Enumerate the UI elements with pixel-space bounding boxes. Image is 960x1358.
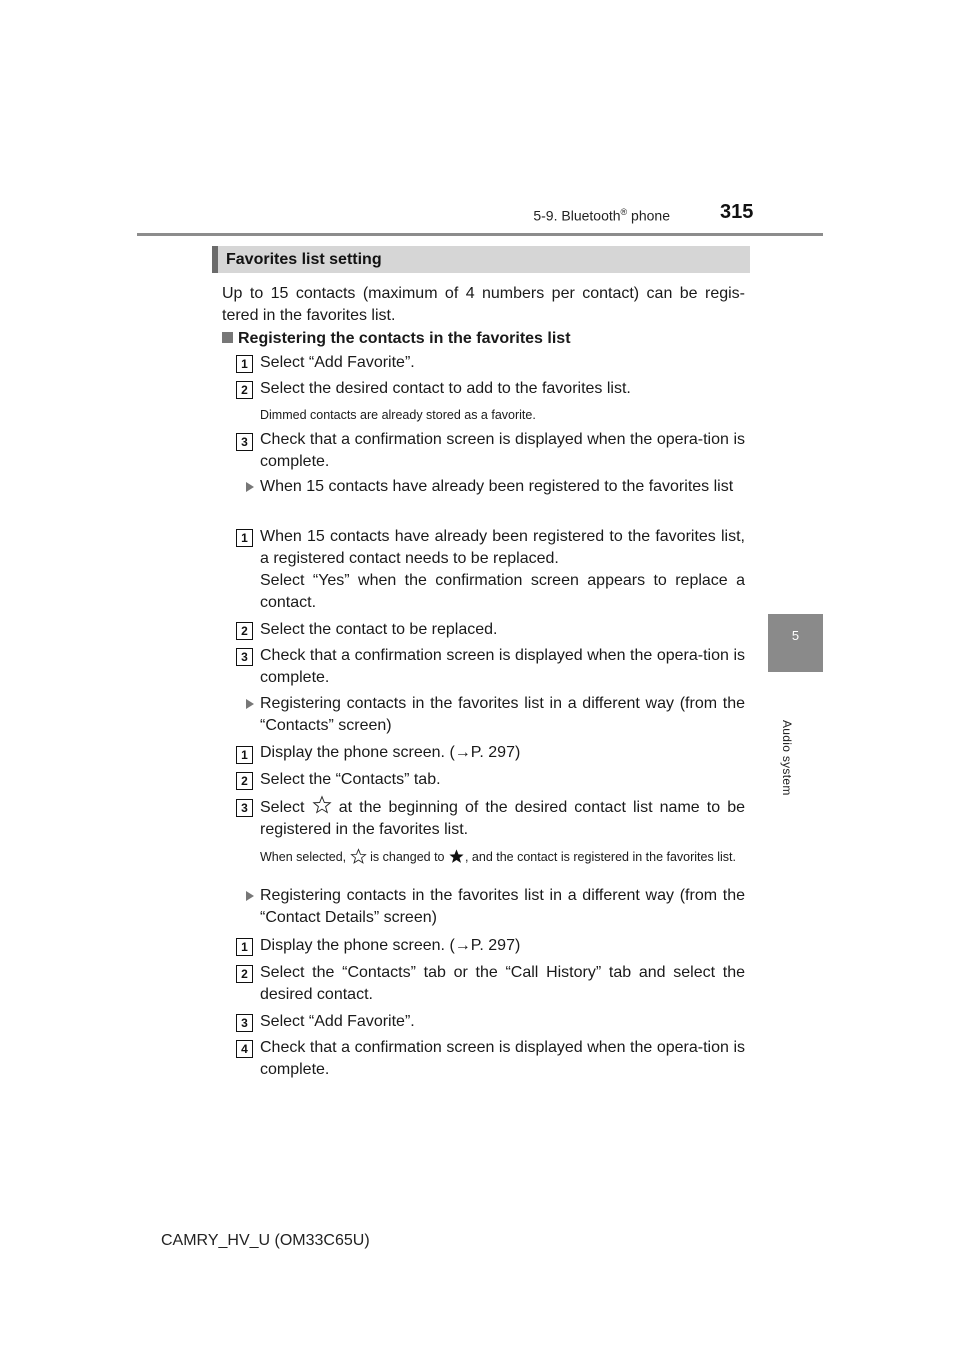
step-text: Select the “Contacts” tab or the “Call History” tab and select the desired contact. — [260, 964, 745, 1003]
step-text: Select the desired contact to add to the favorites list. — [260, 380, 631, 397]
case-title: Registering contacts in the favorites list in a different way (from the “Contacts” screen) — [260, 695, 745, 734]
triangle-bullet-icon — [246, 482, 254, 492]
step-number: 1 — [236, 529, 253, 547]
section-title: 5-9. Bluetooth® phone — [533, 207, 670, 224]
chapter-label: Audio system — [780, 720, 794, 796]
step-text: Select the contact to be replaced. — [260, 621, 498, 638]
step-text: Select “Add Favorite”. — [260, 354, 415, 371]
step-number: 3 — [236, 648, 253, 666]
step-note: When selected, is changed to , and the contact is registered in the favorites list. — [260, 850, 736, 864]
square-bullet-icon — [222, 332, 233, 343]
step-number: 3 — [236, 1014, 253, 1032]
triangle-bullet-icon — [246, 699, 254, 709]
step-text: When 15 contacts have already been registered to the favorites list, a registered contact needs to be replaced. — [260, 528, 745, 567]
arrow-right-icon: → — [454, 937, 471, 954]
step-number: 2 — [236, 381, 253, 399]
step-text-continued: Select “Yes” when the confirmation screen appears to replace a contact. — [260, 572, 745, 611]
case-title: When 15 contacts have already been registered to the favorites list — [260, 478, 734, 495]
step-number: 3 — [236, 799, 253, 817]
intro-paragraph: Up to 15 contacts (maximum of 4 numbers per contact) can be regis-tered in the favorites list. — [222, 285, 745, 324]
step-number: 2 — [236, 965, 253, 983]
page-number: 315 — [720, 201, 754, 223]
step-text: Check that a confirmation screen is displayed when the opera-tion is complete. — [260, 431, 745, 470]
step-number: 4 — [236, 1040, 253, 1058]
step-text: Check that a confirmation screen is displayed when the opera-tion is complete. — [260, 1039, 745, 1078]
section-heading: Favorites list setting — [212, 246, 750, 273]
step-number: 1 — [236, 355, 253, 373]
step-text: Select at the beginning of the desired contact list name to be registered in the favorites list. — [260, 795, 745, 841]
star-filled-icon — [448, 848, 465, 865]
step-text: Select the “Contacts” tab. — [260, 771, 441, 788]
document-code: CAMRY_HV_U (OM33C65U) — [161, 1232, 370, 1249]
step-note: Dimmed contacts are already stored as a favorite. — [260, 408, 536, 422]
header-rule — [137, 233, 823, 236]
star-outline-icon — [312, 795, 332, 815]
step-number: 3 — [236, 433, 253, 451]
arrow-right-icon: → — [454, 744, 471, 761]
step-number: 1 — [236, 746, 253, 764]
star-outline-icon — [350, 848, 367, 865]
step-text: Display the phone screen. (→P. 297) — [260, 937, 521, 954]
chapter-number: 5 — [791, 628, 800, 643]
step-text: Display the phone screen. (→P. 297) — [260, 744, 521, 761]
step-text: Check that a confirmation screen is displayed when the opera-tion is complete. — [260, 647, 745, 686]
chapter-tab — [768, 614, 823, 672]
step-number: 2 — [236, 772, 253, 790]
step-number: 1 — [236, 938, 253, 956]
triangle-bullet-icon — [246, 891, 254, 901]
step-number: 2 — [236, 622, 253, 640]
case-title: Registering contacts in the favorites list in a different way (from the “Contact Details” screen) — [260, 887, 745, 926]
step-text: Select “Add Favorite”. — [260, 1013, 415, 1030]
subheading: Registering the contacts in the favorites list — [222, 328, 745, 350]
